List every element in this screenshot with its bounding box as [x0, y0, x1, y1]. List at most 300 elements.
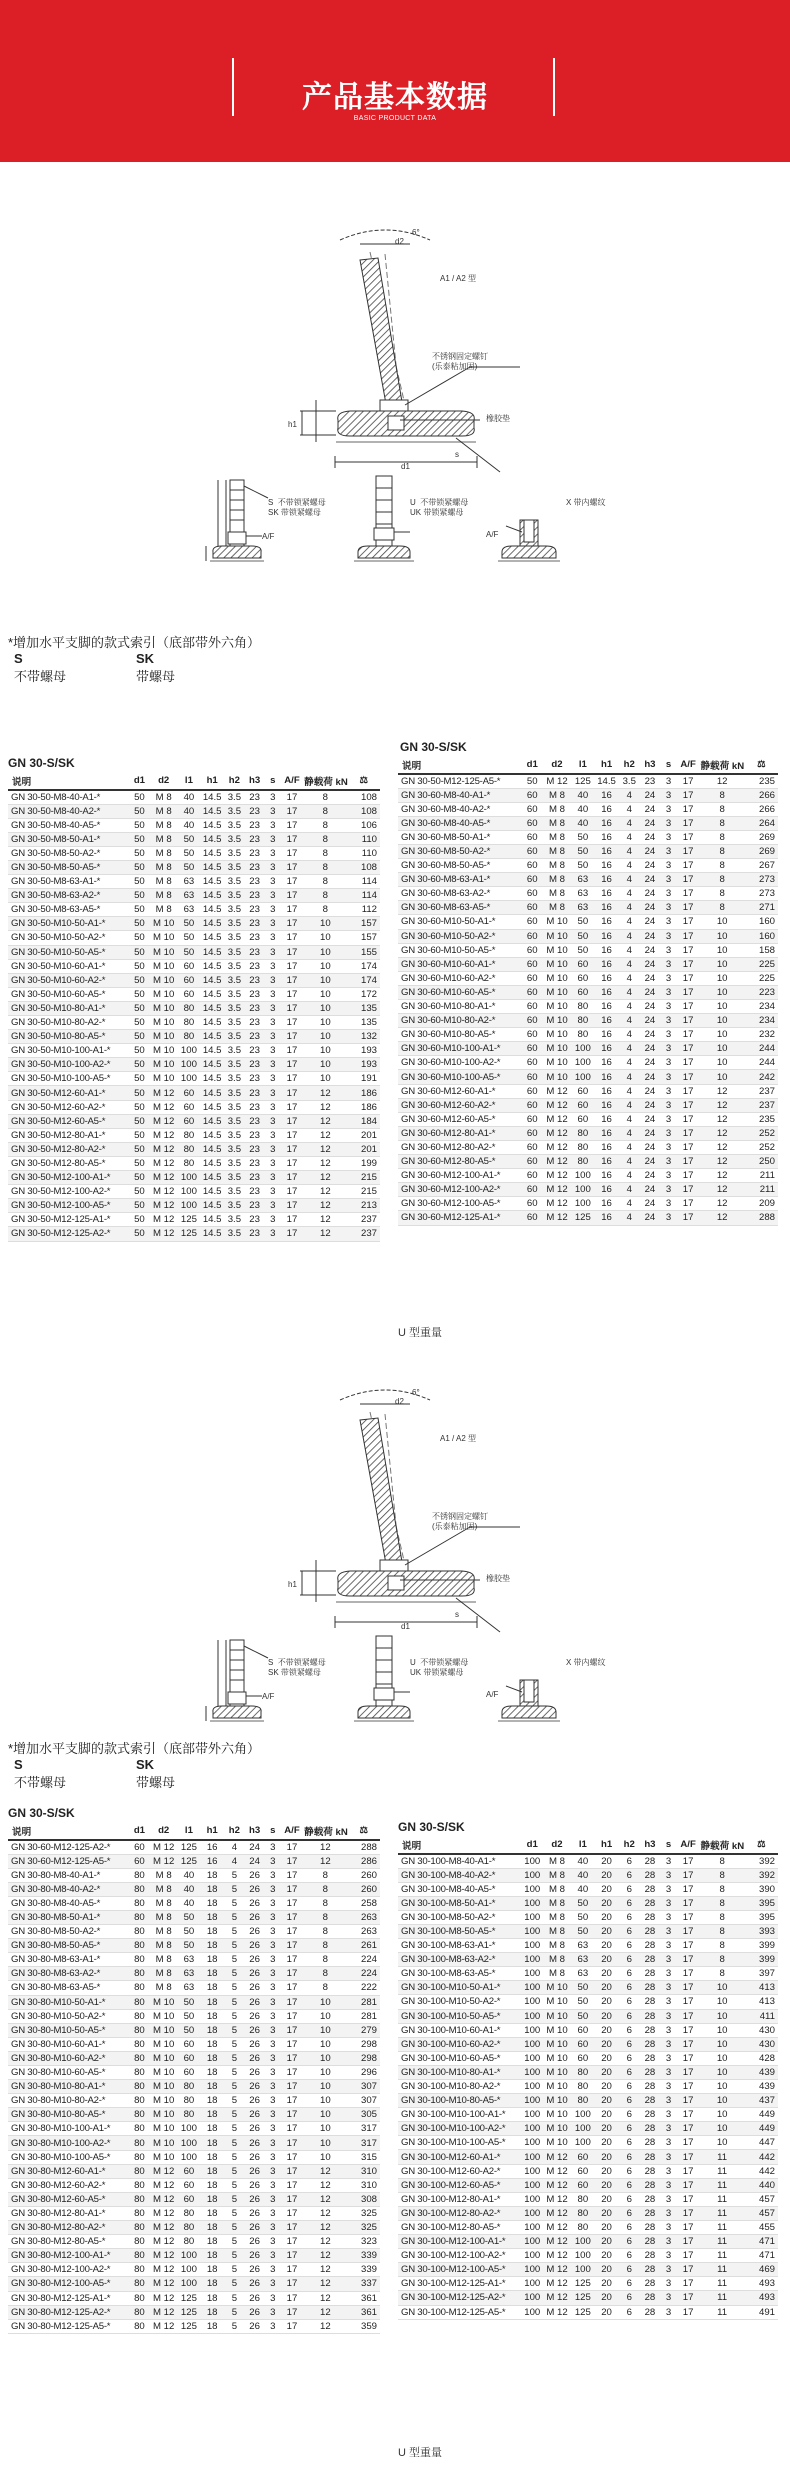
table-row	[398, 2192, 778, 2206]
cell-l1: 100	[178, 2277, 200, 2291]
cell-h1: 16	[594, 929, 619, 943]
cell-s: 3	[660, 802, 677, 816]
table-row	[8, 790, 380, 804]
cell-load: 12	[699, 1155, 744, 1169]
cell-af: 17	[677, 1924, 700, 1938]
cell-h3: 26	[245, 2066, 265, 2080]
cell-s: 3	[265, 804, 281, 818]
cell-d2: M 10	[150, 2051, 178, 2065]
cell-s: 3	[660, 2263, 677, 2277]
column-header-h2: h2	[224, 772, 244, 790]
cell-d1: 50	[129, 889, 149, 903]
cell-d2: M 8	[150, 832, 178, 846]
cell-af: 17	[281, 1016, 303, 1030]
cell-s: 3	[660, 2249, 677, 2263]
cell-load: 8	[303, 875, 347, 889]
column-header-l1: l1	[178, 1822, 200, 1840]
cell-weight: 439	[745, 2080, 778, 2094]
cell-h2: 3.5	[224, 931, 244, 945]
cell-af: 17	[677, 816, 700, 830]
cell-d1: 80	[129, 1896, 149, 1910]
cell-af: 17	[677, 2291, 700, 2305]
cell-h1: 20	[594, 2009, 619, 2023]
cell-d1: 50	[129, 846, 149, 860]
table-row	[398, 1981, 778, 1995]
cell-weight: 114	[348, 889, 380, 903]
table-row	[398, 2080, 778, 2094]
cell-af: 17	[281, 973, 303, 987]
cell-d1: 50	[129, 804, 149, 818]
cell-h1: 14.5	[200, 903, 224, 917]
cell-h1: 18	[200, 2037, 224, 2051]
cell-load: 10	[303, 2023, 347, 2037]
table-row	[398, 1211, 778, 1225]
cell-h2: 5	[224, 2136, 244, 2150]
cell-h2: 3.5	[224, 804, 244, 818]
cell-d1: 100	[522, 2122, 543, 2136]
cell-d1: 60	[522, 1098, 543, 1112]
cell-s: 3	[265, 1001, 281, 1015]
cell-load: 10	[699, 2122, 744, 2136]
cell-s: 3	[660, 1112, 677, 1126]
cell-name: GN 30-100-M12-100-A5-*	[398, 2263, 522, 2277]
cell-s: 3	[265, 2319, 281, 2333]
cell-af: 17	[677, 2065, 700, 2079]
cell-d2: M 8	[543, 1896, 572, 1910]
cell-h3: 28	[640, 2122, 661, 2136]
cell-d1: 60	[522, 873, 543, 887]
cell-l1: 50	[178, 945, 200, 959]
cell-name: GN 30-60-M8-40-A2-*	[398, 802, 522, 816]
cell-l1: 100	[178, 2136, 200, 2150]
cell-af: 17	[677, 1000, 700, 1014]
cell-name: GN 30-80-M10-50-A2-*	[8, 2009, 129, 2023]
table-row	[8, 1114, 380, 1128]
table-row	[8, 832, 380, 846]
cell-af: 17	[281, 1896, 303, 1910]
cell-load: 12	[303, 2277, 347, 2291]
column-header-d2: d2	[543, 756, 572, 774]
table-row	[8, 2305, 380, 2319]
cell-s: 3	[265, 889, 281, 903]
cell-d1: 100	[522, 1854, 543, 1868]
cell-d2: M 10	[543, 1070, 572, 1084]
cell-d1: 80	[129, 2291, 149, 2305]
table-row	[8, 1995, 380, 2009]
cell-af: 17	[281, 790, 303, 804]
cell-h1: 20	[594, 1981, 619, 1995]
cell-h3: 26	[245, 2178, 265, 2192]
table-row	[8, 1896, 380, 1910]
cell-h2: 5	[224, 2051, 244, 2065]
cell-weight: 155	[348, 945, 380, 959]
cell-l1: 100	[571, 2263, 594, 2277]
cell-d2: M 8	[150, 804, 178, 818]
cell-h2: 3.5	[224, 917, 244, 931]
cell-name: GN 30-80-M12-125-A5-*	[8, 2319, 129, 2333]
table-row	[8, 2051, 380, 2065]
cell-weight: 258	[348, 1896, 380, 1910]
cell-h2: 3.5	[224, 903, 244, 917]
cell-h1: 20	[594, 2051, 619, 2065]
cell-load: 8	[303, 1981, 347, 1995]
cell-af: 17	[281, 1156, 303, 1170]
cell-name: GN 30-60-M10-100-A5-*	[398, 1070, 522, 1084]
column-header-h2: h2	[619, 756, 640, 774]
af-label-x: A/F	[486, 530, 499, 539]
cell-name: GN 30-80-M10-100-A2-*	[8, 2136, 129, 2150]
cell-af: 17	[677, 2108, 700, 2122]
cell-af: 17	[677, 985, 700, 999]
cell-weight: 273	[745, 887, 778, 901]
cell-af: 17	[281, 945, 303, 959]
cell-af: 17	[281, 1981, 303, 1995]
cell-l1: 63	[178, 1953, 200, 1967]
cell-name: GN 30-80-M10-100-A1-*	[8, 2122, 129, 2136]
cell-s: 3	[265, 2136, 281, 2150]
cell-af: 17	[281, 2263, 303, 2277]
cell-load: 11	[699, 2291, 744, 2305]
option-s-code: S	[14, 651, 23, 666]
cell-l1: 100	[571, 2122, 594, 2136]
cell-h2: 5	[224, 2094, 244, 2108]
cell-load: 10	[303, 2094, 347, 2108]
cell-name: GN 30-80-M10-50-A1-*	[8, 1995, 129, 2009]
cell-d2: M 10	[150, 2009, 178, 2023]
cell-l1: 80	[571, 2206, 594, 2220]
cell-h3: 28	[640, 1924, 661, 1938]
cell-l1: 80	[571, 1140, 594, 1154]
cell-h2: 3.5	[224, 1171, 244, 1185]
cell-h3: 28	[640, 2178, 661, 2192]
cell-s: 3	[660, 844, 677, 858]
cell-h1: 16	[594, 1056, 619, 1070]
cell-d2: M 12	[543, 1098, 572, 1112]
cell-h3: 23	[245, 1072, 265, 1086]
cell-h2: 4	[619, 859, 640, 873]
cell-name: GN 30-80-M10-60-A1-*	[8, 2037, 129, 2051]
cell-d2: M 12	[150, 1128, 178, 1142]
cell-d1: 50	[129, 1100, 149, 1114]
cell-d2: M 10	[150, 2150, 178, 2164]
cell-d1: 80	[129, 2263, 149, 2277]
cell-name: GN 30-50-M8-40-A1-*	[8, 790, 129, 804]
cell-load: 10	[699, 2094, 744, 2108]
cell-weight: 215	[348, 1185, 380, 1199]
cell-load: 11	[699, 2178, 744, 2192]
cell-h1: 18	[200, 1995, 224, 2009]
cell-h2: 6	[619, 2277, 640, 2291]
cell-h2: 6	[619, 2291, 640, 2305]
cell-name: GN 30-100-M8-40-A1-*	[398, 1854, 522, 1868]
table-row	[398, 2178, 778, 2192]
cell-weight: 430	[745, 2037, 778, 2051]
column-header-load: 静载荷 kN	[699, 1836, 744, 1854]
table-2	[398, 756, 778, 1226]
cell-h1: 18	[200, 1953, 224, 1967]
cell-s: 3	[660, 2150, 677, 2164]
cell-af: 17	[677, 1981, 700, 1995]
cell-load: 10	[303, 2080, 347, 2094]
cell-s: 3	[265, 846, 281, 860]
cell-d2: M 10	[543, 1995, 572, 2009]
cell-af: 17	[677, 2164, 700, 2178]
cell-load: 10	[303, 1995, 347, 2009]
cell-weight: 260	[348, 1868, 380, 1882]
cell-name: GN 30-80-M12-125-A1-*	[8, 2291, 129, 2305]
column-header-name: 说明	[8, 1822, 129, 1840]
cell-h1: 18	[200, 2150, 224, 2164]
cell-af: 17	[677, 1056, 700, 1070]
cell-h3: 28	[640, 1910, 661, 1924]
cell-h1: 16	[594, 1112, 619, 1126]
cell-load: 10	[699, 1000, 744, 1014]
cell-load: 10	[303, 2136, 347, 2150]
cell-name: GN 30-60-M10-50-A1-*	[398, 915, 522, 929]
cell-l1: 60	[571, 1084, 594, 1098]
cell-d2: M 10	[543, 2136, 572, 2150]
cell-h1: 14.5	[200, 1156, 224, 1170]
cell-h2: 6	[619, 2263, 640, 2277]
table-row	[8, 2136, 380, 2150]
cell-s: 3	[265, 1058, 281, 1072]
s-sk-label: S 不带锁紧螺母 SK 带锁紧螺母	[268, 498, 326, 517]
cell-s: 3	[660, 915, 677, 929]
cell-d2: M 10	[150, 917, 178, 931]
cell-weight: 399	[745, 1953, 778, 1967]
cell-d1: 100	[522, 1939, 543, 1953]
table-row	[8, 1227, 380, 1241]
table-row	[398, 2305, 778, 2319]
cell-weight: 172	[348, 987, 380, 1001]
cell-load: 8	[303, 889, 347, 903]
table-row	[8, 1967, 380, 1981]
cell-l1: 80	[571, 1000, 594, 1014]
cell-d2: M 10	[150, 2136, 178, 2150]
cell-d2: M 8	[150, 1868, 178, 1882]
cell-h2: 5	[224, 1995, 244, 2009]
cell-load: 12	[303, 2206, 347, 2220]
cell-h1: 14.5	[200, 973, 224, 987]
cell-d1: 100	[522, 2037, 543, 2051]
cell-af: 17	[281, 1086, 303, 1100]
cell-l1: 63	[571, 887, 594, 901]
cell-s: 3	[660, 2291, 677, 2305]
cell-d2: M 12	[543, 2305, 572, 2319]
cell-s: 3	[660, 1967, 677, 1981]
u-uk-label-2: U 不带锁紧螺母 UK 带锁紧螺母	[410, 1658, 469, 1677]
cell-h3: 23	[245, 1213, 265, 1227]
cell-h3: 26	[245, 2305, 265, 2319]
cell-load: 10	[699, 1028, 744, 1042]
cell-h1: 14.5	[200, 1030, 224, 1044]
cell-d1: 80	[129, 2221, 149, 2235]
option-s-code-2: S	[14, 1757, 23, 1772]
cell-l1: 80	[571, 2094, 594, 2108]
cell-af: 17	[281, 1854, 303, 1868]
cell-weight: 269	[745, 830, 778, 844]
cell-h3: 24	[640, 887, 661, 901]
cell-h2: 4	[224, 1840, 244, 1854]
cell-h3: 28	[640, 1981, 661, 1995]
cell-h3: 24	[640, 1112, 661, 1126]
cell-h3: 28	[640, 2249, 661, 2263]
cell-load: 10	[699, 1056, 744, 1070]
table-1-title: GN 30-S/SK	[8, 756, 75, 770]
cell-d2: M 10	[150, 1058, 178, 1072]
cell-weight: 160	[745, 929, 778, 943]
cell-s: 3	[265, 1868, 281, 1882]
cell-s: 3	[660, 1126, 677, 1140]
cell-af: 17	[281, 2051, 303, 2065]
cell-af: 17	[281, 1967, 303, 1981]
cell-load: 10	[303, 2066, 347, 2080]
cell-h3: 23	[245, 790, 265, 804]
cell-weight: 110	[348, 832, 380, 846]
cell-af: 17	[281, 2164, 303, 2178]
cell-af: 17	[281, 1185, 303, 1199]
cell-h1: 20	[594, 2136, 619, 2150]
cell-name: GN 30-60-M12-60-A5-*	[398, 1112, 522, 1126]
cell-s: 3	[265, 2122, 281, 2136]
cell-d2: M 10	[150, 1044, 178, 1058]
table-row	[8, 2037, 380, 2051]
cell-d1: 50	[129, 1142, 149, 1156]
cell-load: 12	[303, 1171, 347, 1185]
cell-d1: 80	[129, 1925, 149, 1939]
cell-h2: 3.5	[224, 1128, 244, 1142]
cell-h3: 28	[640, 2150, 661, 2164]
cell-weight: 222	[348, 1981, 380, 1995]
cell-load: 12	[303, 2249, 347, 2263]
cell-name: GN 30-60-M10-60-A2-*	[398, 971, 522, 985]
cell-h2: 6	[619, 2037, 640, 2051]
cell-s: 3	[660, 1910, 677, 1924]
cell-d1: 50	[129, 917, 149, 931]
cell-h1: 16	[594, 971, 619, 985]
cell-name: GN 30-100-M8-40-A2-*	[398, 1868, 522, 1882]
cell-name: GN 30-80-M12-60-A5-*	[8, 2192, 129, 2206]
cell-af: 17	[677, 1098, 700, 1112]
table-row	[398, 901, 778, 915]
cell-d2: M 12	[543, 1155, 572, 1169]
cell-name: GN 30-100-M12-60-A2-*	[398, 2164, 522, 2178]
cell-weight: 234	[745, 1000, 778, 1014]
cell-l1: 80	[571, 1014, 594, 1028]
cell-h2: 3.5	[224, 1030, 244, 1044]
cell-s: 3	[265, 2221, 281, 2235]
cell-load: 11	[699, 2249, 744, 2263]
cell-d1: 50	[129, 945, 149, 959]
cell-d2: M 12	[543, 2192, 572, 2206]
cell-name: GN 30-100-M10-50-A5-*	[398, 2009, 522, 2023]
cell-h3: 23	[245, 1044, 265, 1058]
cell-d1: 80	[129, 1939, 149, 1953]
cell-load: 10	[699, 2051, 744, 2065]
cell-l1: 80	[178, 2080, 200, 2094]
cell-s: 3	[660, 1155, 677, 1169]
cell-weight: 430	[745, 2023, 778, 2037]
cell-h1: 20	[594, 2206, 619, 2220]
cell-af: 17	[281, 2291, 303, 2305]
cell-d1: 60	[522, 901, 543, 915]
cell-d1: 50	[129, 1156, 149, 1170]
cell-h3: 24	[640, 1197, 661, 1211]
cell-name: GN 30-50-M12-100-A2-*	[8, 1185, 129, 1199]
cell-l1: 50	[178, 917, 200, 931]
table-row	[398, 1155, 778, 1169]
cell-l1: 80	[571, 1126, 594, 1140]
cell-d1: 100	[522, 2065, 543, 2079]
cell-name: GN 30-50-M12-80-A1-*	[8, 1128, 129, 1142]
cell-h3: 28	[640, 2192, 661, 2206]
cell-l1: 100	[178, 2122, 200, 2136]
cell-load: 12	[699, 1197, 744, 1211]
cell-h2: 6	[619, 2051, 640, 2065]
table-row	[8, 1854, 380, 1868]
cell-l1: 40	[571, 1882, 594, 1896]
cell-d1: 100	[522, 2263, 543, 2277]
table-2-title: GN 30-S/SK	[400, 740, 467, 754]
cell-load: 12	[699, 1126, 744, 1140]
column-header-name: 说明	[398, 756, 522, 774]
cell-name: GN 30-80-M10-100-A5-*	[8, 2150, 129, 2164]
table-row	[398, 2023, 778, 2037]
cell-af: 17	[281, 931, 303, 945]
cell-af: 17	[677, 2235, 700, 2249]
column-header-l1: l1	[178, 772, 200, 790]
cell-d2: M 8	[150, 1896, 178, 1910]
cell-s: 3	[265, 2094, 281, 2108]
cell-s: 3	[660, 2009, 677, 2023]
cell-h2: 5	[224, 2192, 244, 2206]
cell-d1: 80	[129, 2080, 149, 2094]
table-row	[398, 1056, 778, 1070]
table-row	[8, 2206, 380, 2220]
cell-h2: 6	[619, 2009, 640, 2023]
cell-l1: 40	[178, 1882, 200, 1896]
table-row	[8, 1171, 380, 1185]
cell-name: GN 30-80-M10-80-A2-*	[8, 2094, 129, 2108]
cell-weight: 439	[745, 2065, 778, 2079]
cell-d2: M 10	[150, 1001, 178, 1015]
cell-d1: 80	[129, 1868, 149, 1882]
cell-af: 17	[281, 1868, 303, 1882]
cell-h3: 26	[245, 2263, 265, 2277]
cell-s: 3	[265, 860, 281, 874]
table-row	[398, 816, 778, 830]
cell-h2: 4	[619, 1042, 640, 1056]
cell-l1: 63	[178, 903, 200, 917]
cell-h2: 3.5	[224, 1213, 244, 1227]
cell-d1: 50	[129, 987, 149, 1001]
cell-af: 17	[281, 846, 303, 860]
cell-name: GN 30-100-M10-100-A2-*	[398, 2122, 522, 2136]
cell-weight: 279	[348, 2023, 380, 2037]
cell-l1: 40	[178, 790, 200, 804]
cell-af: 17	[281, 1100, 303, 1114]
cell-weight: 213	[348, 1199, 380, 1213]
cell-h1: 16	[594, 943, 619, 957]
cell-h3: 24	[640, 816, 661, 830]
cell-load: 12	[699, 1169, 744, 1183]
cell-weight: 242	[745, 1070, 778, 1084]
cell-weight: 269	[745, 844, 778, 858]
column-header-name: 说明	[8, 772, 129, 790]
table-row	[398, 1868, 778, 1882]
cell-weight: 244	[745, 1042, 778, 1056]
cell-d2: M 10	[150, 2108, 178, 2122]
